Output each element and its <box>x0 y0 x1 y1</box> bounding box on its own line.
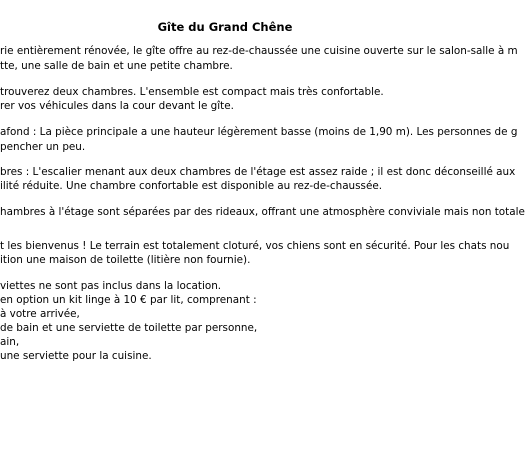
paragraph-line: rie entièrement rénovée, le gîte offre au rez-de-chaussée une cuisine ouverte sur le salon-salle à m <box>0 45 518 57</box>
paragraph-line: ition une maison de toilette (litière non fournie). <box>0 254 251 266</box>
list-item: une serviette pour la cuisine. <box>0 350 152 362</box>
paragraph-line: viettes ne sont pas inclus dans la location. <box>0 280 222 292</box>
paragraph-line: afond : La pièce principale a une hauteur légèrement basse (moins de 1,90 m). Les personnes de g <box>0 126 518 138</box>
list-item: ain, <box>0 336 20 348</box>
paragraph-line: trouverez deux chambres. L'ensemble est compact mais très confortable. <box>0 86 384 98</box>
paragraph-line: hambres à l'étage sont séparées par des rideaux, offrant une atmosphère conviviale mais non totale <box>0 206 525 218</box>
paragraph-line: rer vos véhicules dans la cour devant le gîte. <box>0 100 234 112</box>
paragraph-line: en option un kit linge à 10 € par lit, comprenant : <box>0 294 257 306</box>
paragraph-line: bres : L'escalier menant aux deux chambres de l'étage est assez raide ; il est donc déconseillé aux <box>0 166 516 178</box>
paragraph-line: tte, une salle de bain et une petite chambre. <box>0 60 233 72</box>
paragraph-line: t les bienvenus ! Le terrain est totalement cloturé, vos chiens sont en sécurité. Pour les chats nou <box>0 240 510 252</box>
list-item: de bain et une serviette de toilette par personne, <box>0 322 258 334</box>
page-title: Gîte du Grand Chêne <box>157 20 293 34</box>
paragraph-line: ilité réduite. Une chambre confortable est disponible au rez-de-chaussée. <box>0 180 383 192</box>
paragraph-line: pencher un peu. <box>0 141 86 153</box>
list-item: à votre arrivée, <box>0 308 80 320</box>
